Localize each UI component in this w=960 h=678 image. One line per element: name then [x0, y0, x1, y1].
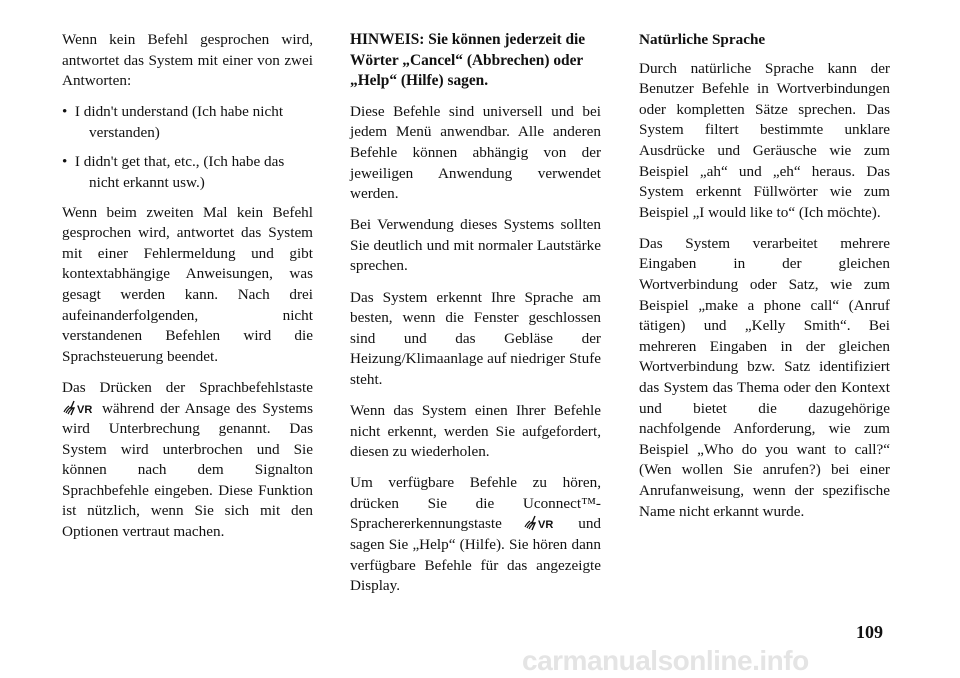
bullet-item-2-line1: I didn't get that, etc., (Ich habe das — [74, 153, 285, 171]
help-text-start: Um verfügbare Befehle zu hören, drücken Sie die Uconnect™-Sprachererkennungstaste — [350, 474, 601, 533]
paragraph-second-time: Wenn beim zweiten Mal kein Befehl gesprochen wird, antwortet das System mit einer Fehlermeldung und gibt kontextabhängige Anweisungen, was gesagt werden kann. Nach drei aufeinanderfolgenden, nicht verstandenen Befehlen wird die Sprachsteuerung beendet. — [62, 203, 313, 365]
text-column-right — [639, 30, 890, 533]
bullet-item-1-line1: I didn't understand (Ich habe nicht — [74, 103, 284, 121]
paragraph-interruption — [62, 378, 313, 543]
hinweis-note: HINWEIS: Sie können jederzeit die Wörter „Cancel“ (Abbrechen) oder „Help“ (Hilfe) sagen. — [350, 31, 586, 90]
paragraph-windows-closed: Das System erkennt Ihre Sprache am besten, wenn die Fenster geschlossen sind und das Gebläse der Heizung/Klimaanlage auf niedriger Stufe steht. — [350, 288, 601, 388]
paragraph-no-command: Wenn kein Befehl gesprochen wird, antwortet das System mit einer von zwei Antworten: — [62, 31, 313, 90]
paragraph-speak-clearly: Bei Verwendung dieses Systems sollten Sie deutlich und mit normaler Lautstärke sprechen. — [350, 216, 601, 275]
bullet-item-2-line2: nicht erkannt usw.) — [89, 174, 205, 192]
paragraph-repeat: Wenn das System einen Ihrer Befehle nicht erkennt, werden Sie aufgefordert, diesen zu wiederholen. — [350, 402, 601, 461]
paragraph-universal-commands: Diese Befehle sind universell und bei jedem Menü anwendbar. Alle anderen Befehle können abhängig von der jeweiligen Anwendung verwendet werden. — [350, 102, 601, 203]
voice-recognition-icon — [523, 514, 557, 531]
svg-text:VR: VR — [77, 403, 93, 416]
bullet-item-1: • I didn't understand (Ich habe nicht verstanden) — [62, 102, 313, 143]
voice-recognition-icon — [62, 399, 96, 416]
help-text-end: und sagen Sie „Help“ (Hilfe). Sie hören dann verfügbare Befehle für das angezeigte Display. — [350, 515, 602, 595]
interruption-text-end: während der Ansage des Systems wird Unterbrechung genannt. Das System wird unterbrochen und Sie können nach dem Signalton Sprachbefehle eingeben. Diese Funktion ist nützlich, wenn Sie sich mit den Optionen vertraut machen. — [62, 399, 313, 541]
interruption-text-start: Das Drücken der Sprachbefehlstaste — [62, 378, 313, 396]
page-number: 109 — [856, 622, 883, 642]
paragraph-natural-language: Durch natürliche Sprache kann der Benutzer Befehle in Wortverbindungen oder kompletten Sätze sprechen. Das System filtert bestimmte unklare Ausdrücke und Geräusche wie zum Beispiel „ah“ und „eh“ heraus. Das System erkennt Füllwörter wie zum Beispiel „I would like to“ (Ich möchte). — [639, 59, 890, 221]
section-heading-natural-language: Natürliche Sprache — [639, 31, 766, 48]
bullet-item-1-line2: verstanden) — [89, 123, 160, 141]
paragraph-help — [350, 473, 601, 597]
bullet-item-2: • I didn't get that, etc., (Ich habe das nicht erkannt usw.) — [62, 152, 313, 193]
svg-text:VR: VR — [538, 519, 554, 532]
text-column-middle — [350, 30, 601, 607]
text-column-left — [62, 30, 313, 553]
watermark: carmanualsonline.info — [522, 645, 809, 676]
paragraph-multiple-inputs: Das System verarbeitet mehrere Eingaben in der gleichen Wortverbindung oder Satz, wie zum Beispiel „make a phone call“ (Anruf tätigen) und „Kelly Smith“. Bei mehreren Eingaben in der gleichen Wortverbindung bzw. Satz identifiziert das System das Thema oder den Kontext und bietet die dazugehörige nachfolgende Anforderung, wie zum Beispiel „Who do you want to call?“ (Wen wollen Sie anrufen?) bei einer Anrufanweisung, wenn der spezifische Name nicht erkannt wurde. — [639, 234, 890, 520]
